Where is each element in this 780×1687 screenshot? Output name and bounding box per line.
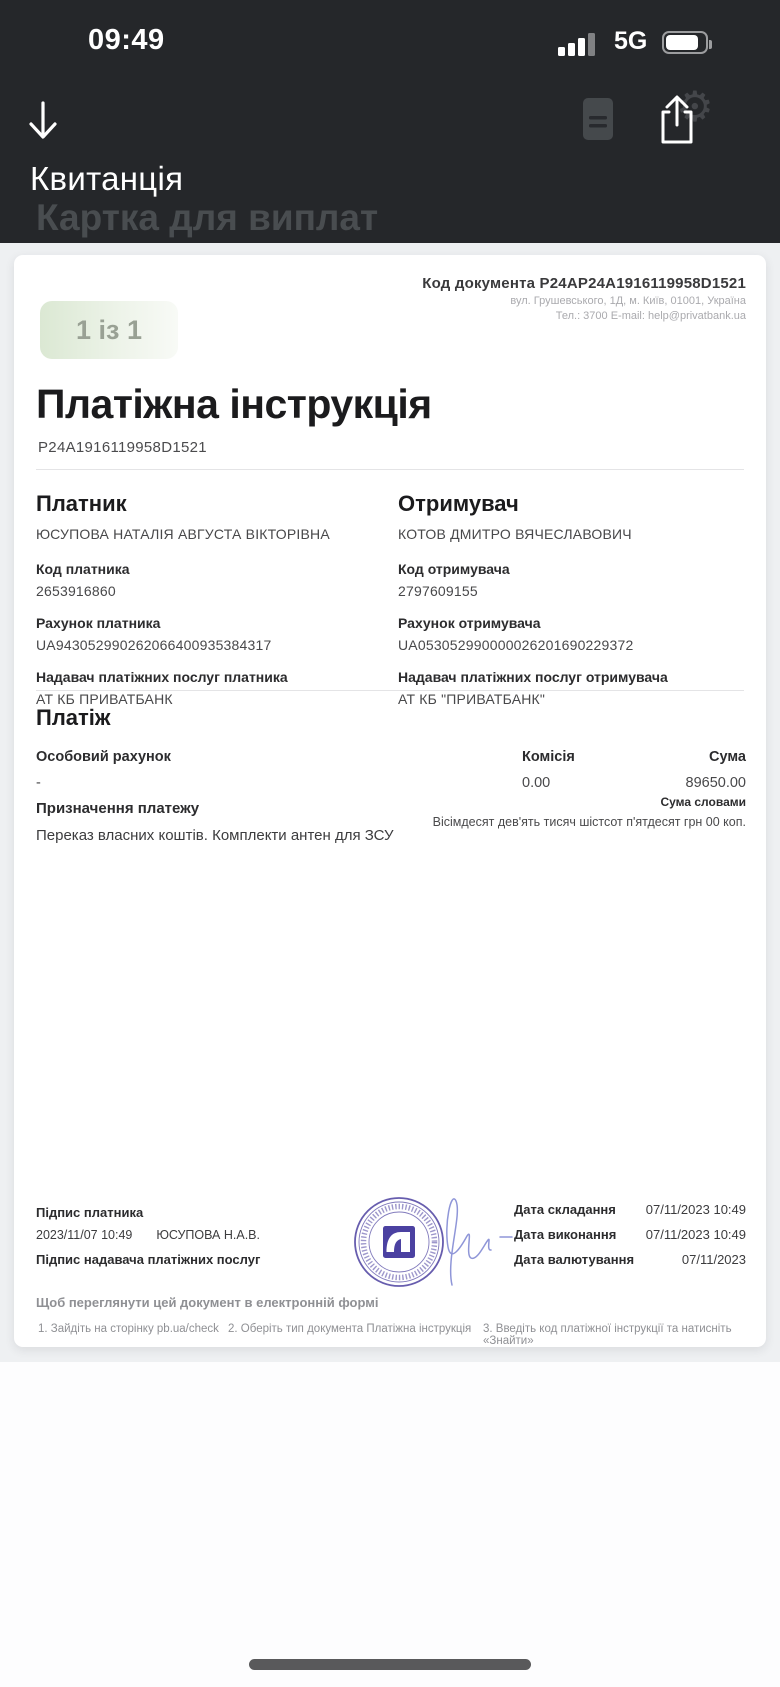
page-title: Квитанція	[30, 160, 184, 197]
field-label: Надавач платіжних послуг платника	[36, 669, 288, 685]
cell-value: -	[36, 775, 41, 791]
field-value: 2797609155	[398, 583, 478, 599]
field-label: Рахунок отримувача	[398, 615, 541, 631]
amount-words-label: Сума словами	[660, 795, 746, 809]
bank-contacts: Тел.: 3700 E-mail: help@privatbank.ua	[555, 310, 746, 322]
payer-name: ЮСУПОВА НАТАЛІЯ АВГУСТА ВІКТОРІВНА	[36, 526, 330, 542]
recipient-provider-field	[398, 669, 750, 707]
field-value: АТ КБ ПРИВАТБАНК	[36, 691, 173, 707]
cell-label: Сума	[709, 749, 746, 765]
purpose-label: Призначення платежу	[36, 800, 200, 817]
footer-step-2: 2. Оберіть тип документа Платіжна інструкція	[228, 1323, 472, 1335]
payer-provider-field	[36, 669, 398, 707]
date-label: Дата складання	[514, 1202, 616, 1217]
ghost-page-title: Картка для виплат	[36, 197, 379, 238]
payment-purpose	[36, 800, 394, 844]
commission-cell	[522, 749, 575, 791]
payer-column	[36, 491, 398, 723]
date-label: Дата валютування	[514, 1252, 635, 1267]
date-value: 07/11/2023 10:49	[645, 1202, 746, 1217]
payer-signature-label: Підпис платника	[36, 1205, 144, 1220]
amount-cell	[686, 749, 746, 791]
network-type: 5G	[614, 27, 648, 55]
signal-bars-icon	[558, 32, 604, 56]
payer-account-field	[36, 615, 398, 653]
page-count-label: 1 із 1	[76, 314, 142, 345]
field-value: 2653916860	[36, 583, 116, 599]
date-value: 07/11/2023	[681, 1252, 746, 1267]
divider	[36, 469, 744, 470]
recipient-code-field	[398, 561, 750, 599]
payer-signature-value	[36, 1228, 260, 1242]
share-icon[interactable]	[652, 92, 702, 150]
date-row	[514, 1251, 746, 1269]
gear-ghost-icon: ⚙	[676, 83, 714, 130]
document-title: Платіжна інструкція	[36, 381, 432, 427]
date-label: Дата виконання	[514, 1227, 617, 1242]
recipient-account-field	[398, 615, 750, 653]
recipient-column	[398, 491, 750, 723]
field-label: Надавач платіжних послуг отримувача	[398, 669, 668, 685]
payment-heading: Платіж	[36, 705, 111, 730]
document-ghost-icon	[580, 96, 616, 142]
field-label: Рахунок платника	[36, 615, 161, 631]
amount-in-words	[433, 795, 746, 829]
download-arrow-icon[interactable]	[24, 98, 62, 148]
page-count-badge	[40, 301, 178, 359]
date-value: 07/11/2023 10:49	[645, 1227, 746, 1242]
recipient-heading: Отримувач	[398, 491, 519, 516]
parties-section	[36, 491, 750, 723]
recipient-name: КОТОВ ДМИТРО ВЯЧЕСЛАВОВИЧ	[398, 526, 632, 542]
signature-datetime: 2023/11/07 10:49	[36, 1228, 133, 1242]
app-header	[0, 0, 780, 243]
field-value: АТ КБ "ПРИВАТБАНК"	[398, 691, 546, 707]
payer-code-field	[36, 561, 398, 599]
date-row	[514, 1226, 746, 1244]
provider-signature-label: Підпис надавача платіжних послуг	[36, 1252, 261, 1267]
purpose-value: Переказ власних коштів. Комплекти антен для ЗСУ	[36, 827, 394, 844]
field-label: Код отримувача	[398, 561, 510, 577]
battery-icon	[662, 31, 708, 54]
cell-value: 0.00	[522, 775, 551, 791]
payer-heading: Платник	[36, 491, 127, 516]
cell-label: Особовий рахунок	[36, 749, 171, 765]
home-indicator[interactable]	[249, 1659, 531, 1670]
field-label: Код платника	[36, 561, 130, 577]
signature-name: ЮСУПОВА Н.А.В.	[156, 1228, 260, 1242]
footer-step-3: 3. Введіть код платіжної інструкції та натисніть «Знайти»	[483, 1323, 732, 1347]
footer-step-1: 1. Зайдіть на сторінку pb.ua/check	[38, 1323, 219, 1335]
handwritten-signature	[418, 1181, 518, 1299]
bottom-background	[0, 1362, 780, 1687]
bank-address: вул. Грушевського, 1Д, м. Київ, 01001, Україна	[510, 295, 746, 307]
footer-hint: Щоб переглянути цей документ в електронній формі	[36, 1295, 379, 1310]
divider	[36, 690, 744, 691]
cell-value: 89650.00	[685, 775, 746, 791]
document-subtitle: P24A1916119958D1521	[38, 439, 207, 456]
document-code: Код документа P24AP24A1916119958D1521	[422, 275, 746, 292]
document-code-block	[422, 275, 746, 322]
date-row	[514, 1201, 746, 1219]
amount-words-value: Вісімдесят дев'ять тисяч шістсот п'ятдесят грн 00 коп.	[432, 815, 746, 829]
cell-label: Комісія	[522, 749, 575, 765]
personal-account-cell	[36, 749, 171, 791]
field-value: UA943052990262066400935384317	[36, 637, 272, 653]
status-time: 09:49	[88, 24, 165, 56]
receipt-card	[14, 255, 766, 1347]
field-value: UA053052990000026201690229372	[398, 637, 634, 653]
dates-block	[514, 1201, 746, 1276]
